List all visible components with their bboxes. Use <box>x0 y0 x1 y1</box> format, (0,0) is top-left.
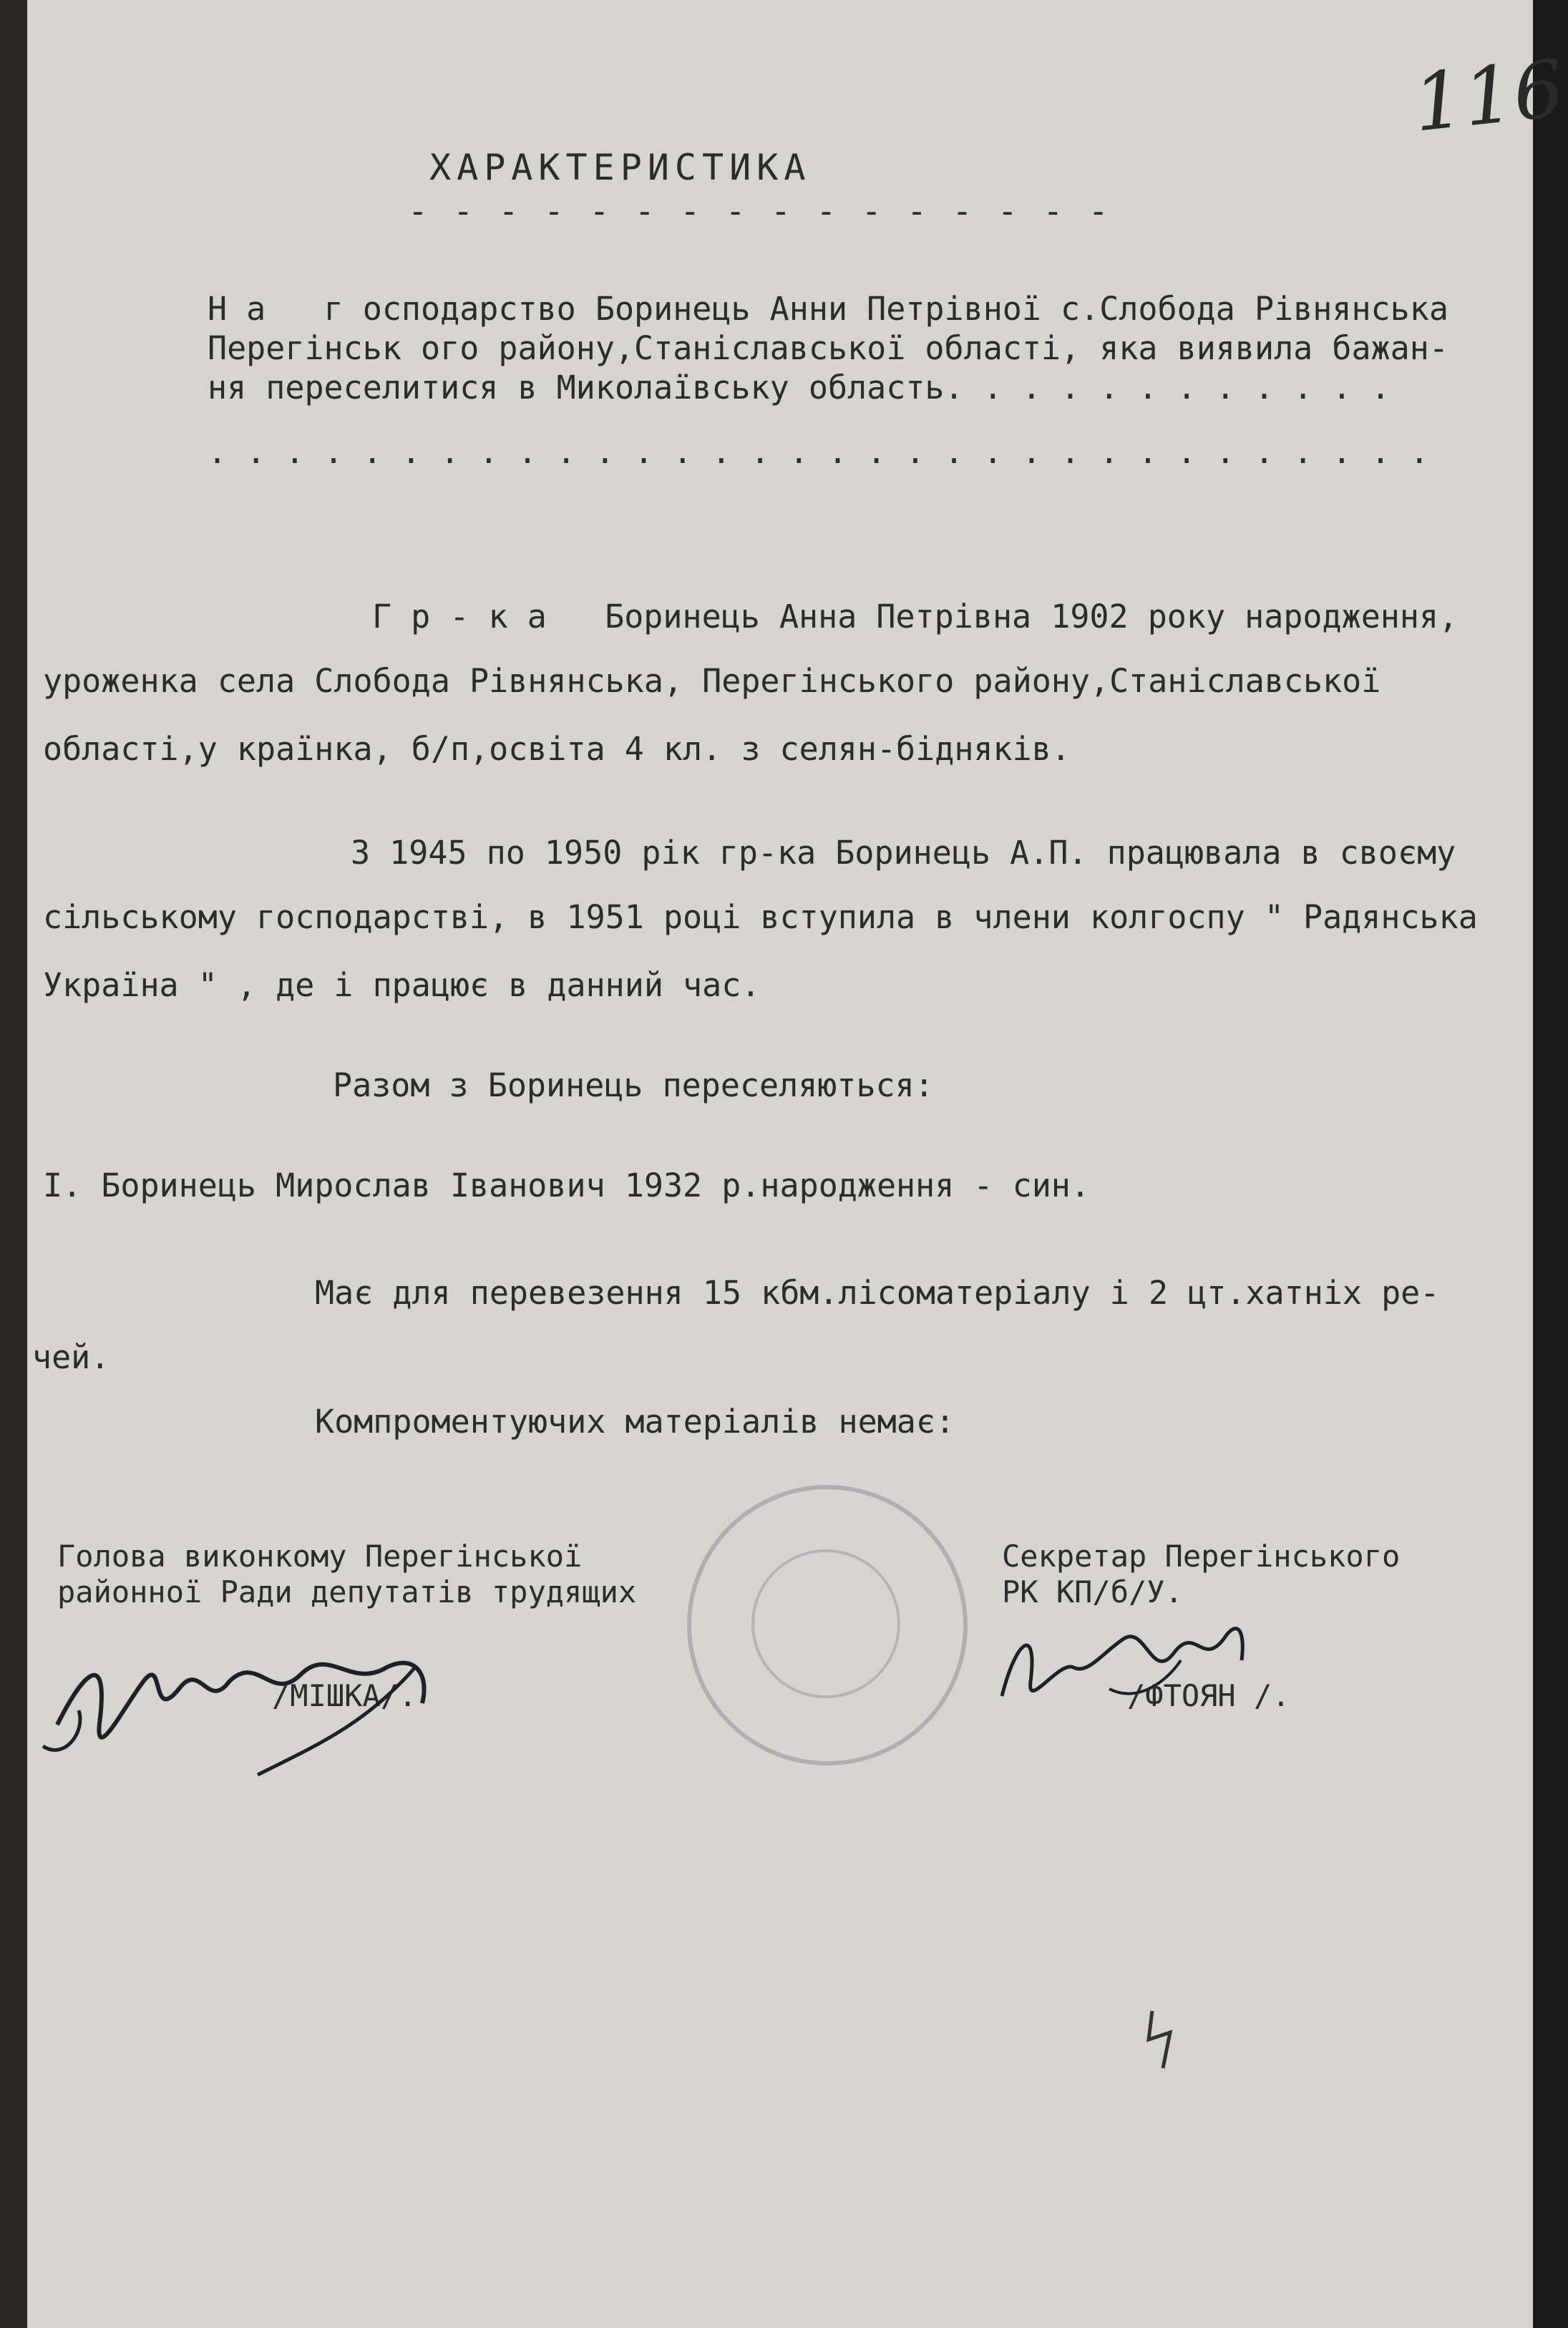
para2-line-2: сільському господарстві, в 1951 році вступила в члени колгоспу " Радянська <box>43 898 1478 936</box>
intro-line-2: Перегінськ ого району,Станіславської області, яка виявила бажан- <box>208 329 1448 367</box>
cargo-line-1: Має для перевезення 15 кбм.лісоматеріалу і 2 цт.хатніх ре- <box>315 1274 1440 1312</box>
pencil-mark <box>1131 2004 1188 2075</box>
family-member: І. Боринець Мирослав Іванович 1932 р.народження - син. <box>43 1167 1090 1204</box>
document-title: ХАРАКТЕРИСТИКА <box>429 147 812 188</box>
official-stamp-inner <box>751 1549 900 1698</box>
para1-line-2: уроженка села Слобода Рівнянська, Перегінського району,Станіславської <box>43 662 1381 700</box>
para1-line-3: області,у країнка, б/п,освіта 4 кл. з селян-бідняків. <box>43 730 1071 768</box>
right-signature <box>988 1596 1260 1718</box>
para1-line-1: Г р - к а Боринець Анна Петрівна 1902 року народження, <box>372 598 1459 635</box>
right-signatory-title-2: РК КП/б/У. <box>1002 1574 1183 1609</box>
together-heading: Разом з Боринець переселяються: <box>333 1066 934 1104</box>
binding-edge <box>0 0 27 2328</box>
left-signatory-name: /МІШКА/. <box>272 1678 417 1713</box>
left-signature <box>43 1625 444 1789</box>
cargo-line-2: чей. <box>32 1338 110 1376</box>
left-signatory-title-2: районної Ради депутатів трудящих <box>57 1574 637 1609</box>
left-signatory-title-1: Голова виконкому Перегінської <box>57 1539 583 1574</box>
intro-line-4: . . . . . . . . . . . . . . . . . . . . . . . . . . . . . . . . <box>208 433 1429 471</box>
title-underline: - - - - - - - - - - - - - - - - <box>408 192 1111 230</box>
page-number: 116 <box>1408 42 1568 150</box>
para2-line-3: Україна " , де і працює в данний час. <box>43 966 761 1004</box>
para2-line-1: З 1945 по 1950 рік гр-ка Боринець А.П. працювала в своєму <box>351 834 1456 872</box>
intro-line-3: ня переселитися в Миколаївську область. . . . . . . . . . . . <box>208 369 1391 406</box>
right-signatory-name: /ФТОЯН /. <box>1127 1678 1290 1713</box>
no-compromising: Компроментуючих матеріалів немає: <box>315 1403 955 1441</box>
right-signatory-title-1: Секретар Перегінського <box>1002 1539 1401 1574</box>
intro-line-1: Н а г осподарство Боринець Анни Петрівної с.Слобода Рівнянська <box>208 290 1448 328</box>
